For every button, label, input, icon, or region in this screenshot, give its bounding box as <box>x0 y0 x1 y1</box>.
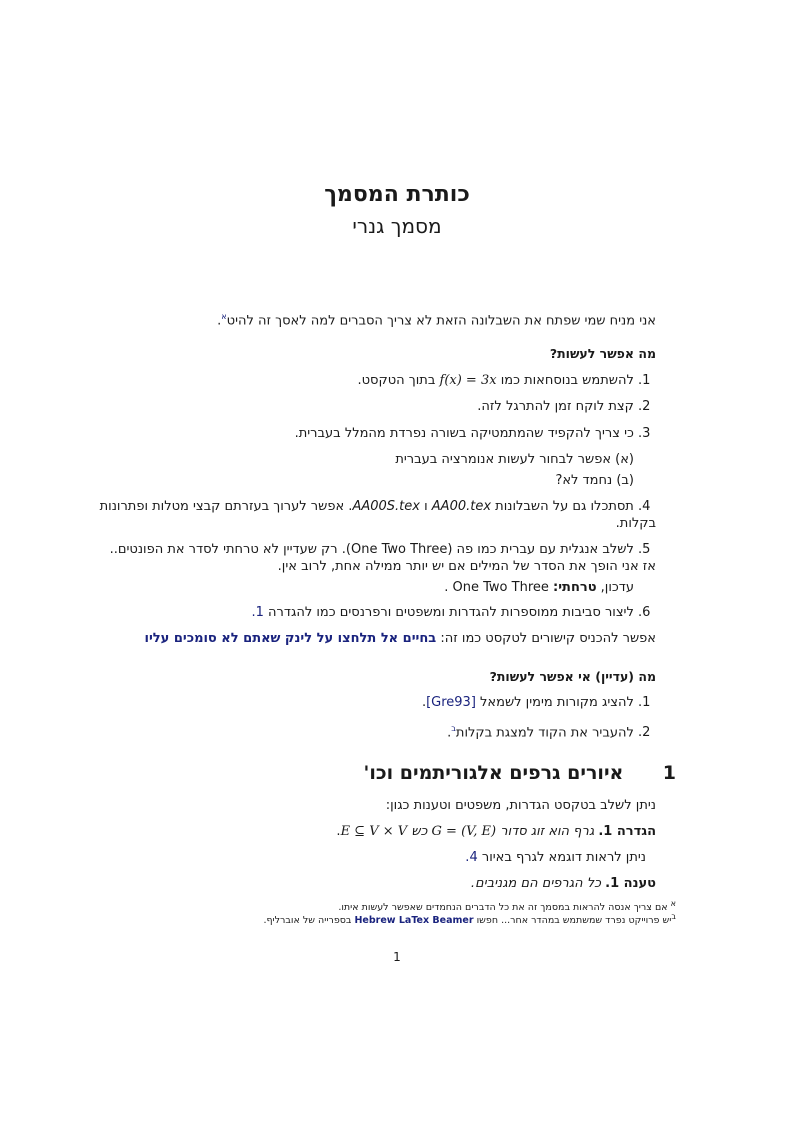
section-intro: ניתן לשלב בטקסט הגדרות, משפטים וטענות כגון: <box>385 798 656 813</box>
definition-ref-link[interactable]: 1. <box>251 605 264 620</box>
footnote-bold-link: Hebrew LaTex Beamer <box>354 915 474 927</box>
intro-paragraph: אני מניח שמי שפתח את השבלונה הזאת לא צריך הסברים למה לאסך זה להיט$^א$. <box>217 312 656 329</box>
sub-list-item: (א) אפשר לבחור לעשות אנומרציה בעברית <box>395 452 634 467</box>
claim-label: טענה 1. <box>605 876 656 891</box>
page-number: 1 <box>393 950 401 964</box>
definition-label: הגדרה 1. <box>598 824 656 839</box>
figure-ref-line: ניתן לראות דוגמא לגרף באיור 4. <box>465 850 646 865</box>
claim: טענה 1. כל הגרפים הם מגניבים. <box>470 876 656 891</box>
section-number: 1 <box>662 762 676 784</box>
footnote: $^ב$יש פרוייקט נפרד שמשתמש במהדר אחר... חפשו Hebrew LaTex Beamer בספרייה של אוברליף. <box>263 912 676 927</box>
hyperlink[interactable]: בחיים אל תלחצו על לינק שאתם לא סומכים עליו <box>144 631 437 646</box>
citation-link[interactable]: [Gre93] <box>426 695 476 710</box>
section-title: איורים גרפים אלגוריתמים וכו' <box>363 762 624 784</box>
footnote-ref-b[interactable]: ב <box>451 724 456 733</box>
sub-list-item: (ב) נחמד לא? <box>555 473 634 488</box>
links-line: אפשר להכניס קישורים לטקסט כמו זה: בחיים אל תלחצו על לינק שאתם לא סומכים עליו <box>144 631 656 646</box>
list-item: 5. לשלב אנגלית עם עברית כמו פה (One Two Three). רק שעדיין לא טרחתי לסדר את הפונטים.. אז אני הופך את הסדר של המילים אם יש יותר ממילה אחת, לרוב אין. <box>109 542 656 574</box>
list-item: 1. להציג מקורות מימין לשמאל [Gre93]. <box>421 695 651 710</box>
document-title: כותרת המסמך <box>324 182 470 207</box>
list-item: 2. קצת לוקח זמן להתרגל לזה. <box>477 399 651 414</box>
footnote: $^א$ אם צריך אנסה להראות במסמך זה את כל הדברים הנחמדים שאפשר לעשות איתו. <box>338 899 676 914</box>
footnote-ref-a[interactable]: א <box>221 312 227 321</box>
inline-math: f(x) = 3x <box>439 373 497 388</box>
section-heading <box>116 762 676 784</box>
document-subtitle: מסמך גנרי <box>352 214 442 238</box>
file-name: AA00S.tex <box>352 499 420 514</box>
list-item: 1. להשתמש בנוסחאות כמו f(x) = 3x בתוך הטקסט. <box>357 373 651 388</box>
cannot-do-heading: מה (עדיין) אי אפשר לעשות? <box>489 669 656 684</box>
file-name: AA00.tex <box>431 499 492 514</box>
list-item: 6. ליצור סביבות ממוספרות להגדרות ומשפטים ורפרנסים כמו להגדרה 1. <box>251 605 651 620</box>
list-item: 3. כי צריך להקפיד שהמתמטיקה בשורה נפרדת מהמלל בעברית. <box>294 426 651 441</box>
definition: הגדרה 1. גרף הוא זוג סדור G = (V, E) כש E ⊆ V × V. <box>336 824 656 839</box>
update-line: עדכון, טרחתי: One Two Three . <box>444 580 634 595</box>
list-item: 4. תסתכלו גם על השבלונות AA00.tex ו AA00S.tex. אפשר לערוך בעזרתם קבצי מטלות ופתרונות בקלות. <box>99 499 656 531</box>
figure-ref-link[interactable]: 4. <box>465 850 478 865</box>
can-do-heading: מה אפשר לעשות? <box>549 346 656 361</box>
intro-text: אני מניח שמי שפתח את השבלונה הזאת לא צריך הסברים למה לאסך זה להיט <box>226 313 656 329</box>
list-item: 2. להעביר את הקוד למצגת בקלות$^ב$. <box>447 724 651 741</box>
